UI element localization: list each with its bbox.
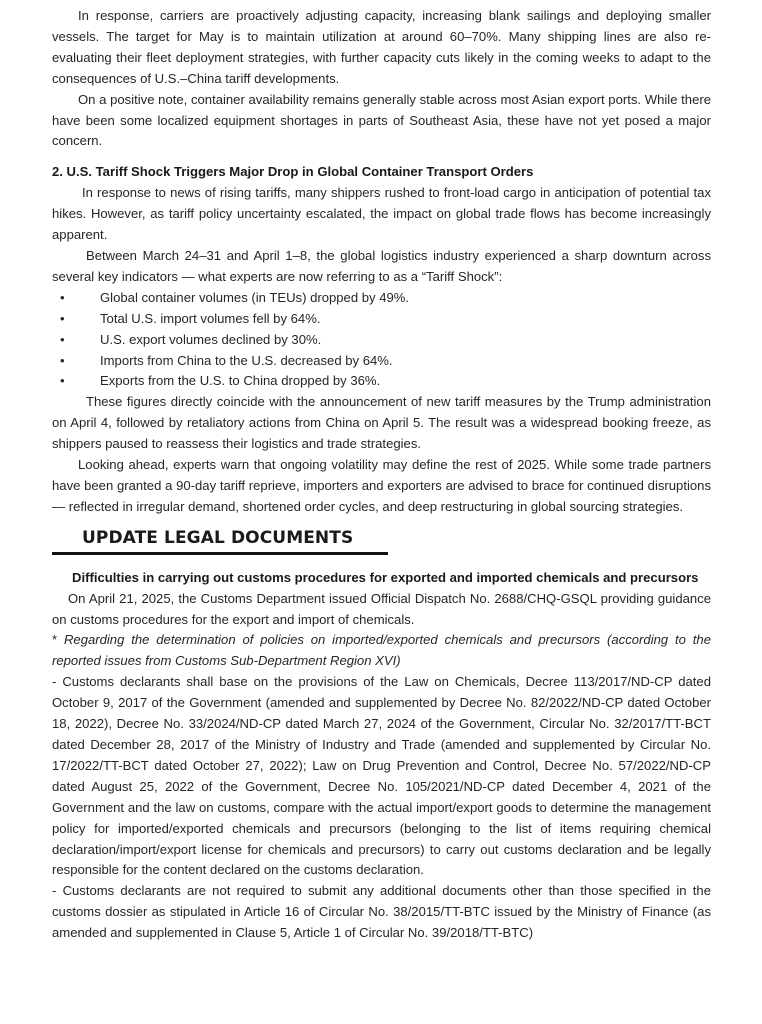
list-item-text: Total U.S. import volumes fell by 64%. [100,310,321,326]
section-2-paragraph-4: Looking ahead, experts warn that ongoing volatility may define the rest of 2025. While some trade partners have been granted a 90-day tariff reprieve, importers and exporters are advised to brace for continued disruptions — reflected in irregular demand, shortened order cycles, and deep restructuring in global sourcing strategies. [52,457,711,514]
section-2-title: 2. U.S. Tariff Shock Triggers Major Drop in Global Container Transport Orders [52,164,534,180]
legal-note-text: Regarding the determination of policies on imported/exported chemicals and precursors (according to the reported issues from Customs Sub-Department Region XVI) [52,632,711,669]
spacer [52,152,711,162]
document-page [52,6,711,944]
legal-paragraph-1: On April 21, 2025, the Customs Department issued Official Dispatch No. 2688/CHQ-GSQL providing guidance on customs procedures for the export and import of chemicals. [52,590,711,627]
legal-subheading: Difficulties in carrying out customs procedures for exported and imported chemicals and precursors [72,569,699,585]
bullet-icon: • [60,373,65,389]
bullet-icon: • [60,331,65,347]
list-item [52,309,711,330]
legal-section-heading: UPDATE LEGAL DOCUMENTS [82,527,354,548]
list-item [52,330,711,351]
legal-paragraph-3: - Customs declarants are not required to submit any additional documents other than those specified in the customs dossier as stipulated in Article 16 of Circular No. 38/2015/TT-BTC issued by the Ministry of Finance (as amended and supplemented in Clause 5, Article 1 of Circular No. 39/2018/TT-BTC) [52,883,711,941]
list-item-text: U.S. export volumes declined by 30%. [100,331,322,347]
bullet-icon: • [60,289,65,305]
section-2-paragraph-1: In response to news of rising tariffs, many shippers rushed to front-load cargo in anticipation of potential tax hikes. However, as tariff policy uncertainty escalated, the impact on global trade flows has become increasingly apparent. [52,185,711,243]
list-item-text: Global container volumes (in TEUs) dropped by 49%. [100,289,410,305]
note-asterisk: * [52,632,64,648]
bullet-icon: • [60,310,65,326]
heading-underline-divider [52,552,388,555]
bullet-icon: • [60,352,65,368]
intro-paragraph-2: On a positive note, container availability remains generally stable across most Asian export ports. While there have been some localized equipment shortages in parts of Southeast Asia, these have not yet posed a major concern. [52,91,711,149]
list-item-text: Exports from the U.S. to China dropped by 36%. [100,373,381,389]
section-2-paragraph-3: These figures directly coincide with the announcement of new tariff measures by the Trump administration on April 4, followed by retaliatory actions from China on April 5. The result was a widespread booking freeze, as shippers paused to reassess their logistics and trade strategies. [52,394,711,452]
list-item [52,288,711,309]
section-2-paragraph-2: Between March 24–31 and April 1–8, the global logistics industry experienced a sharp downturn across several key indicators — what experts are now referring to as a “Tariff Shock”: [52,247,711,284]
legal-note [52,630,711,672]
list-item [52,371,711,392]
list-item [52,351,711,372]
tariff-shock-bullet-list [52,288,711,393]
list-item-text: Imports from China to the U.S. decreased by 64%. [100,352,393,368]
intro-paragraph-1: In response, carriers are proactively adjusting capacity, increasing blank sailings and deploying smaller vessels. The target for May is to maintain utilization at around 60–70%. Many shipping lines are also re-evaluating their fleet deployment strategies, with further capacity cuts likely in the coming weeks to adapt to the consequences of U.S.–China tariff developments. [52,8,711,86]
legal-heading-block [52,518,711,568]
legal-paragraph-2: - Customs declarants shall base on the provisions of the Law on Chemicals, Decree 113/2017/ND-CP dated October 9, 2017 of the Government (amended and supplemented by Decree No. 82/2022/ND-CP dated October 18, 2022), Decree No. 33/2024/ND-CP dated March 27, 2024 of the Government, Circular No. 32/2017/TT-BCT dated December 28, 2017 of the Ministry of Industry and Trade (amended and supplemented by Circular No. 17/2022/TT-BCT dated October 27, 2022); Law on Drug Prevention and Control, Decree No. 57/2022/ND-CP dated August 25, 2022 of the Government, Decree No. 105/2021/ND-CP dated December 4, 2021 of the Government and the law on customs, compare with the actual import/export goods to determine the management policy for imported/exported chemicals and precursors (belonging to the list of items requiring chemical declaration/import/export license for chemicals and precursors) to carry out customs declaration and be legally responsible for the content declared on the customs declaration. [52,674,711,878]
